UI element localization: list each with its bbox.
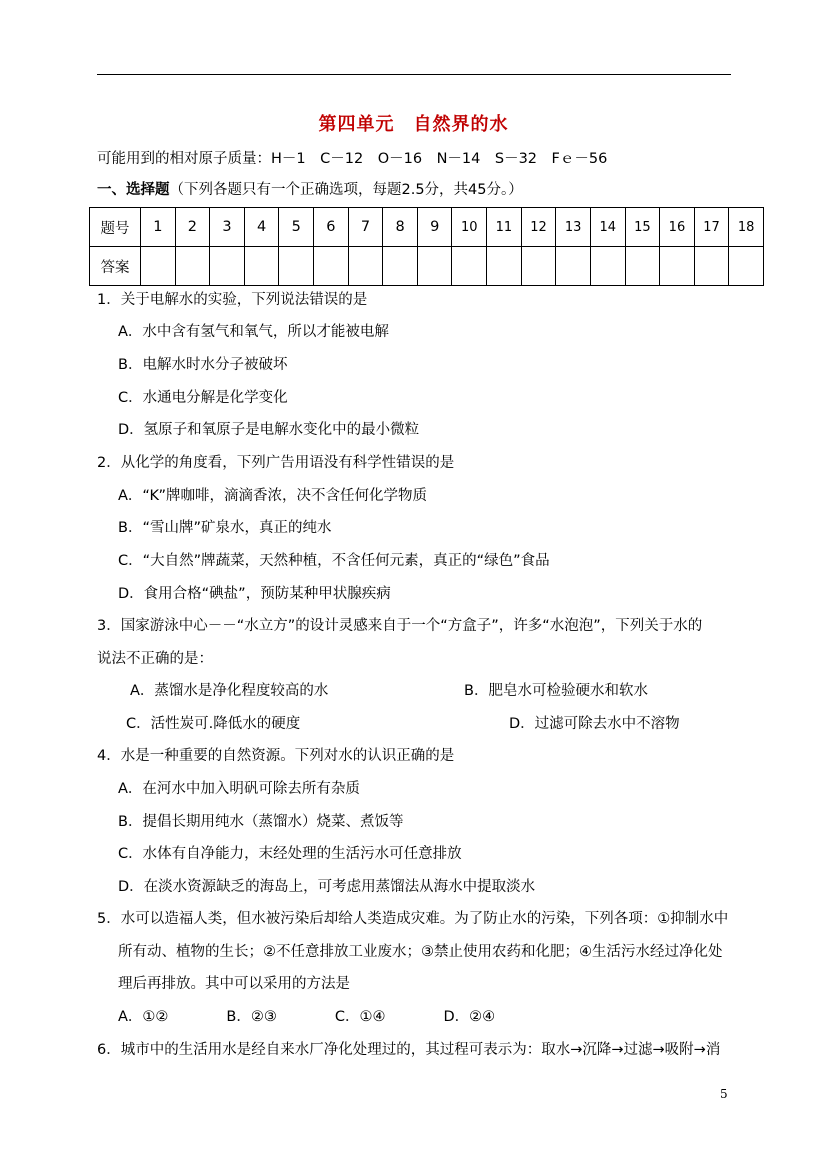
answer-cell[interactable] xyxy=(521,247,556,286)
question-number-cell: 15 xyxy=(625,208,660,247)
header-rule xyxy=(97,74,731,75)
page-title: 第四单元 自然界的水 xyxy=(318,114,509,135)
answer-cell[interactable] xyxy=(383,247,418,286)
question-number-cell: 10 xyxy=(452,208,487,247)
question-2-option-d: D．食用合格“碘盐”，预防某种甲状腺疾病 xyxy=(118,586,391,602)
answer-cell[interactable] xyxy=(556,247,591,286)
question-3-option-b: B．肥皂水可检验硬水和软水 xyxy=(464,683,648,699)
question-number-cell: 9 xyxy=(417,208,452,247)
answer-table xyxy=(89,207,764,286)
question-3-option-d: D．过滤可除去水中不溶物 xyxy=(509,716,680,732)
row-header-answer: 答案 xyxy=(90,247,141,286)
answer-cell[interactable] xyxy=(279,247,314,286)
section-label: 一、选择题 xyxy=(97,182,170,198)
answer-cell[interactable] xyxy=(487,247,522,286)
question-number-cell: 8 xyxy=(383,208,418,247)
question-1-option-b: B．电解水时水分子被破坏 xyxy=(118,357,288,373)
question-number-cell: 5 xyxy=(279,208,314,247)
question-4-option-c: C．水体有自净能力，末经处理的生活污水可任意排放 xyxy=(118,846,462,862)
question-2-option-a: A．“K”牌咖啡，滴滴香浓，决不含任何化学物质 xyxy=(118,488,428,504)
question-4-option-d: D．在淡水资源缺乏的海岛上，可考虑用蒸馏法从海水中提取淡水 xyxy=(118,879,536,895)
question-4-stem: 4．水是一种重要的自然资源。下列对水的认识正确的是 xyxy=(97,748,455,764)
question-number-cell: 13 xyxy=(556,208,591,247)
question-number-cell: 4 xyxy=(244,208,279,247)
row-header-number: 题号 xyxy=(90,208,141,247)
question-3-stem-cont: 说法不正确的是： xyxy=(97,651,213,667)
question-number-cell: 11 xyxy=(487,208,522,247)
question-6-stem: 6．城市中的生活用水是经自来水厂净化处理过的，其过程可表示为：取水→沉降→过滤→吸附→消 xyxy=(97,1042,721,1058)
answer-cell[interactable] xyxy=(625,247,660,286)
answer-cell[interactable] xyxy=(141,247,176,286)
answer-cell[interactable] xyxy=(314,247,349,286)
answer-cell[interactable] xyxy=(348,247,383,286)
question-number-cell: 17 xyxy=(694,208,729,247)
question-5-stem-cont-2: 理后再排放。其中可以采用的方法是 xyxy=(118,976,350,992)
answer-cell[interactable] xyxy=(244,247,279,286)
question-4-option-b: B．提倡长期用纯水（蒸馏水）烧菜、煮饭等 xyxy=(118,814,404,830)
question-1-option-d: D．氢原子和氧原子是电解水变化中的最小微粒 xyxy=(118,422,420,438)
answer-cell[interactable] xyxy=(590,247,625,286)
table-row-numbers xyxy=(90,208,764,247)
question-4-option-a: A．在河水中加入明矾可除去所有杂质 xyxy=(118,781,360,797)
question-number-cell: 18 xyxy=(729,208,764,247)
answer-cell[interactable] xyxy=(210,247,245,286)
answer-cell[interactable] xyxy=(729,247,764,286)
question-number-cell: 1 xyxy=(141,208,176,247)
question-number-cell: 6 xyxy=(314,208,349,247)
table-row-answers xyxy=(90,247,764,286)
answer-cell[interactable] xyxy=(694,247,729,286)
section-heading xyxy=(97,180,523,200)
question-number-cell: 2 xyxy=(175,208,210,247)
question-number-cell: 12 xyxy=(521,208,556,247)
question-1-option-c: C．水通电分解是化学变化 xyxy=(118,390,288,406)
page-number: 5 xyxy=(720,1087,728,1101)
question-2-option-b: B．“雪山牌”矿泉水，真正的纯水 xyxy=(118,520,332,536)
question-number-cell: 16 xyxy=(660,208,695,247)
answer-cell[interactable] xyxy=(175,247,210,286)
question-2-option-c: C．“大自然”牌蔬菜，天然种植，不含任何元素，真正的“绿色”食品 xyxy=(118,553,550,569)
question-5-options: A．①② B．②③ C．①④ D．②④ xyxy=(118,1009,496,1025)
section-note: （下列各题只有一个正确选项，每题2.5分，共45分。） xyxy=(169,182,523,198)
answer-cell[interactable] xyxy=(452,247,487,286)
question-2-stem: 2．从化学的角度看，下列广告用语没有科学性错误的是 xyxy=(97,455,455,471)
question-3-stem: 3．国家游泳中心－－“水立方”的设计灵感来自于一个“方盒子”，许多“水泡泡”，下列关于水的 xyxy=(97,618,703,634)
question-number-cell: 14 xyxy=(590,208,625,247)
question-number-cell: 7 xyxy=(348,208,383,247)
atomic-masses: 可能用到的相对原子质量：H－1 C－12 O－16 N－14 S－32 Fｅ－56 xyxy=(97,151,608,167)
question-number-cell: 3 xyxy=(210,208,245,247)
question-5-stem: 5．水可以造福人类，但水被污染后却给人类造成灾难。为了防止水的污染，下列各项：①抑制水中 xyxy=(97,911,729,927)
question-5-stem-cont: 所有动、植物的生长；②不任意排放工业废水；③禁止使用农药和化肥；④生活污水经过净化处 xyxy=(118,944,723,960)
question-3-option-c: C．活性炭可.降低水的硬度 xyxy=(126,716,301,732)
question-1-stem: 1．关于电解水的实验，下列说法错误的是 xyxy=(97,292,368,308)
question-3-option-a: A．蒸馏水是净化程度较高的水 xyxy=(130,683,329,699)
answer-cell[interactable] xyxy=(417,247,452,286)
question-1-option-a: A．水中含有氢气和氧气，所以才能被电解 xyxy=(118,324,389,340)
answer-cell[interactable] xyxy=(660,247,695,286)
